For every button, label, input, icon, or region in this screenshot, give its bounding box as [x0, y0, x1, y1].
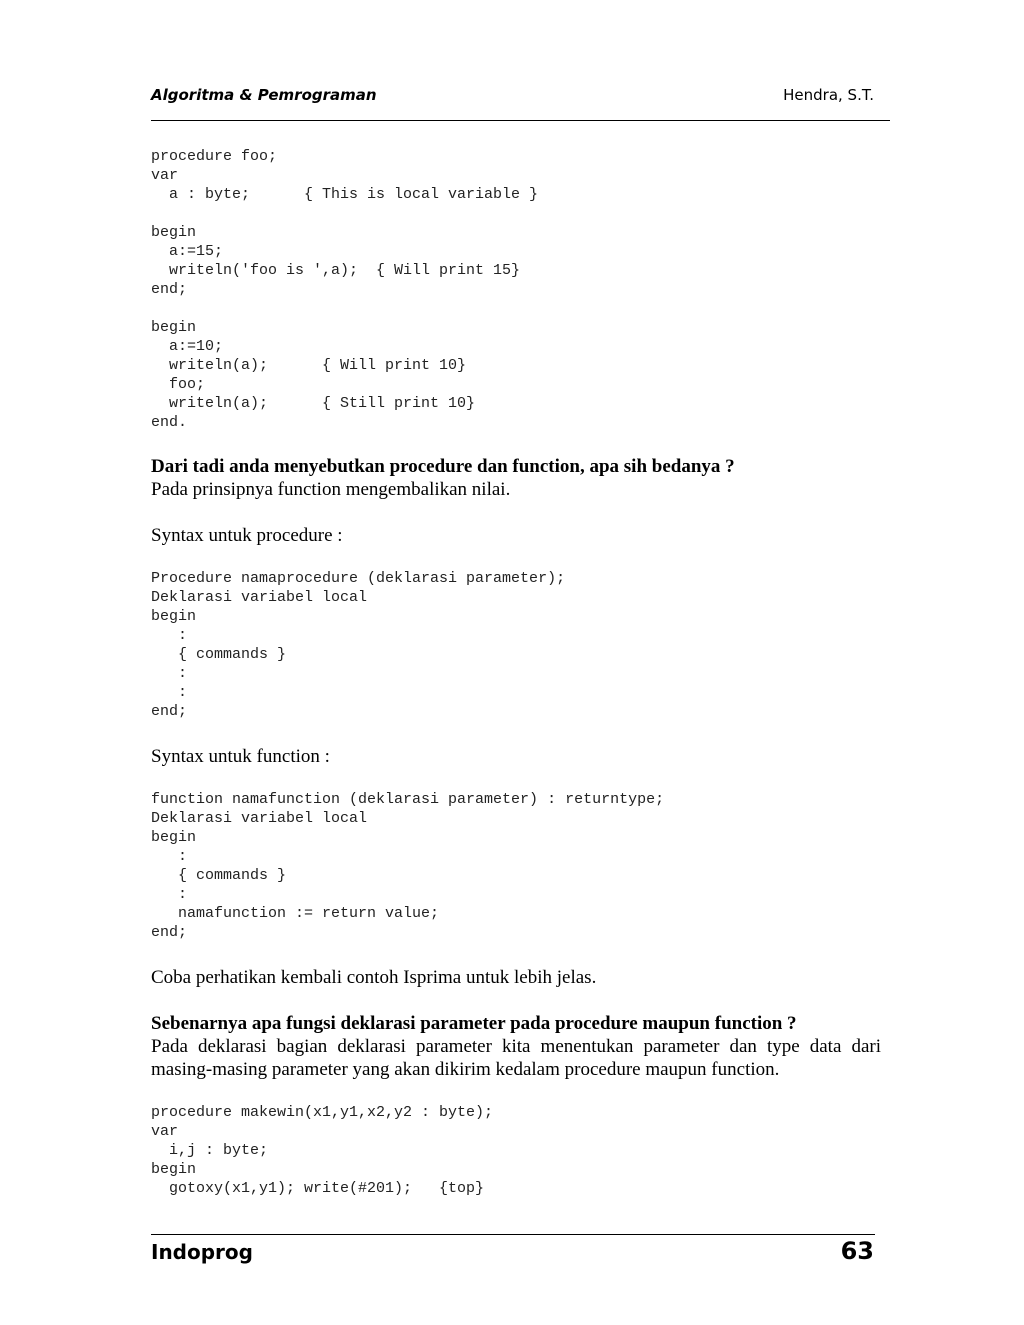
- header-author: Hendra, S.T.: [783, 86, 874, 104]
- page-header: [151, 86, 890, 106]
- code-block-makewin-example: procedure makewin(x1,y1,x2,y2 : byte); var i,j : byte; begin gotoxy(x1,y1); write(#201); {top}: [151, 1104, 494, 1197]
- syntax-function-label: Syntax untuk function :: [151, 746, 330, 767]
- code-block-procedure-syntax: Procedure namaprocedure (deklarasi parameter); Deklarasi variabel local begin : { commands } : : end;: [151, 570, 566, 720]
- syntax-procedure-label: Syntax untuk procedure :: [151, 525, 343, 546]
- header-title: Algoritma & Pemrograman: [151, 86, 377, 104]
- footer-publisher: Indoprog: [151, 1240, 253, 1264]
- answer-procedure-vs-function: Pada prinsipnya function mengembalikan nilai.: [151, 479, 511, 500]
- question-heading-procedure-vs-function: Dari tadi anda menyebutkan procedure dan function, apa sih bedanya ?: [151, 456, 735, 477]
- question-heading-parameter-declaration: Sebenarnya apa fungsi deklarasi parameter pada procedure maupun function ?: [151, 1013, 797, 1034]
- isprima-note: Coba perhatikan kembali contoh Isprima untuk lebih jelas.: [151, 967, 597, 988]
- header-divider: [151, 120, 890, 121]
- code-block-function-syntax: function namafunction (deklarasi parameter) : returntype; Deklarasi variabel local begin : { commands } : namafunction := return value; end;: [151, 791, 665, 941]
- code-block-foo-example: procedure foo; var a : byte; { This is local variable } begin a:=15; writeln('foo is ',a); { Will print 15} end; begin a:=10; writeln(a); { Will print 10} foo; writeln(a); { Still print 10} end.: [151, 148, 539, 431]
- page-number: 63: [840, 1237, 874, 1265]
- footer-divider: [151, 1234, 875, 1235]
- answer-parameter-declaration: Pada deklarasi bagian deklarasi parameter kita menentukan parameter dan type data dari masing-masing parameter yang akan dikirim kedalam procedure maupun function.: [151, 1036, 881, 1080]
